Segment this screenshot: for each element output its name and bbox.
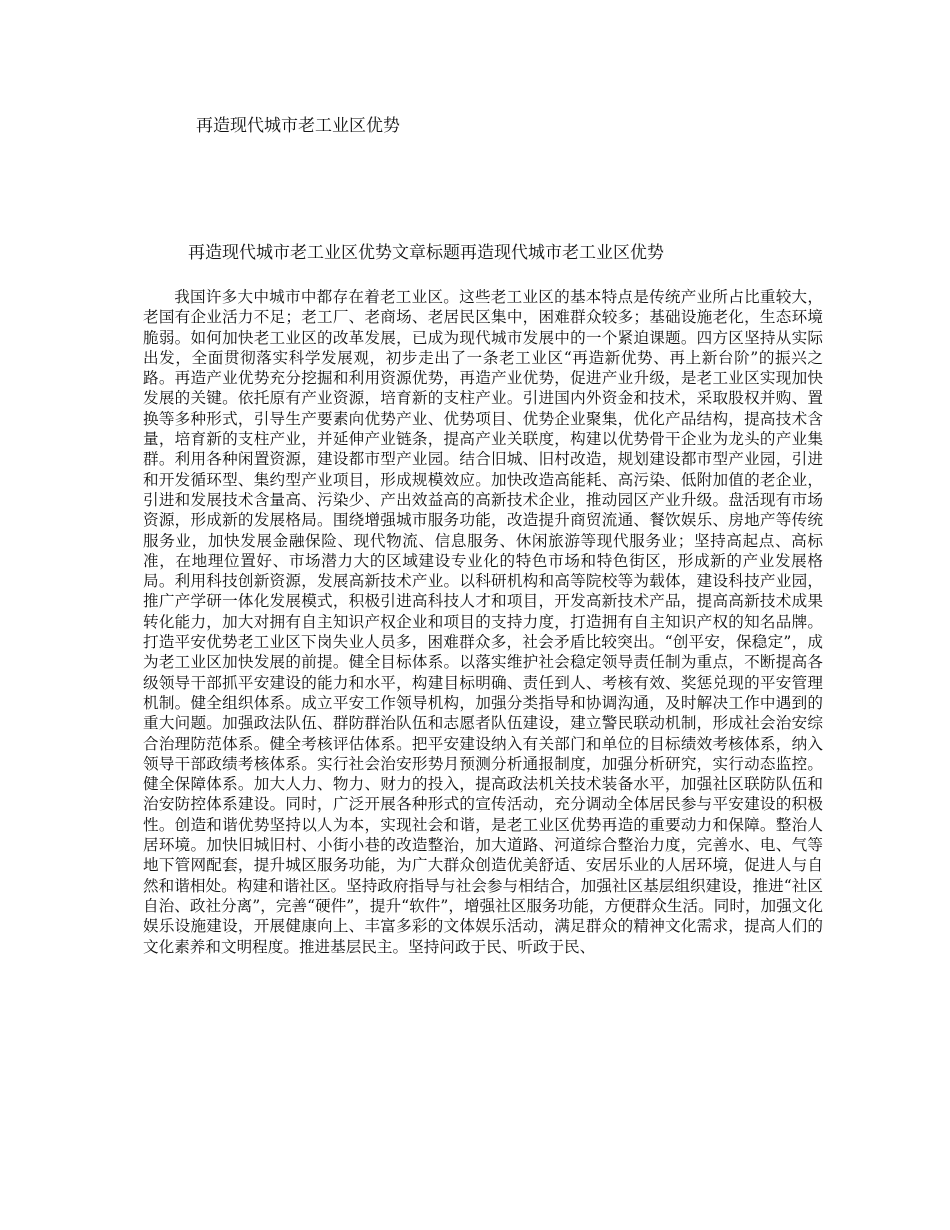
- article-title: 再造现代城市老工业区优势文章标题再造现代城市老工业区优势: [188, 243, 664, 263]
- body-paragraph: 我国许多大中城市中都存在着老工业区。这些老工业区的基本特点是传统产业所占比重较大，老国有企业活力不足；老工厂、老商场、老居民区集中，困难群众较多；基础设施老化，生态环境脆弱。如何加快老工业区的改革发展，已成为现代城市发展中的一个紧迫课题。四方区坚持从实际出发，全面贯彻落实科学发展观，初步走出了一条老工业区“再造新优势、再上新台阶”的振兴之路。再造产业优势充分挖掘和利用资源优势，再造产业优势，促进产业升级，是老工业区实现加快发展的关键。依托原有产业资源，培育新的支柱产业。引进国内外资金和技术，采取股权并购、置换等多种形式，引导生产要素向优势产业、优势项目、优势企业聚集，优化产品结构，提高技术含量，培育新的支柱产业，并延伸产业链条，提高产业关联度，构建以优势骨干企业为龙头的产业集群。利用各种闲置资源，建设都市型产业园。结合旧城、旧村改造，规划建设都市型产业园，引进和开发循环型、集约型产业项目，形成规模效应。加快改造高能耗、高污染、低附加值的老企业，引进和发展技术含量高、污染少、产出效益高的高新技术企业，推动园区产业升级。盘活现有市场资源，形成新的发展格局。围绕增强城市服务功能，改造提升商贸流通、餐饮娱乐、房地产等传统服务业，加快发展金融保险、现代物流、信息服务、休闲旅游等现代服务业；坚持高起点、高标准，在地理位置好、市场潜力大的区域建设专业化的特色市场和特色街区，形成新的产业发展格局。利用科技创新资源，发展高新技术产业。以科研机构和高等院校等为载体，建设科技产业园，推广产学研一体化发展模式，积极引进高科技人才和项目，开发高新技术产品，提高高新技术成果转化能力，加大对拥有自主知识产权企业和项目的支持力度，打造拥有自主知识产权的知名品牌。打造平安优势老工业区下岗失业人员多，困难群众多，社会矛盾比较突出。“创平安，保稳定”，成为老工业区加快发展的前提。健全目标体系。以落实维护社会稳定领导责任制为重点，不断提高各级领导干部抓平安建设的能力和水平，构建目标明确、责任到人、考核有效、奖惩兑现的平安管理机制。健全组织体系。成立平安工作领导机构，加强分类指导和协调沟通，及时解决工作中遇到的重大问题。加强政法队伍、群防群治队伍和志愿者队伍建设，建立警民联动机制，形成社会治安综合治理防范体系。健全考核评估体系。把平安建设纳入有关部门和单位的目标绩效考核体系，纳入领导干部政绩考核体系。实行社会治安形势月预测分析通报制度，加强分析研究，实行动态监控。健全保障体系。加大人力、物力、财力的投入，提高政法机关技术装备水平，加强社区联防队伍和治安防控体系建设。同时，广泛开展各种形式的宣传活动，充分调动全体居民参与平安建设的积极性。创造和谐优势坚持以人为本，实现社会和谐，是老工业区优势再造的重要动力和保障。整治人居环境。加快旧城旧村、小街小巷的改造整治，加大道路、河道综合整治力度，完善水、电、气等地下管网配套，提升城区服务功能，为广大群众创造优美舒适、安居乐业的人居环境，促进人与自然和谐相处。构建和谐社区。坚持政府指导与社会参与相结合，加强社区基层组织建设，推进“社区自治、政社分离”，完善“硬件”，提升“软件”，增强社区服务功能，方便群众生活。同时，加强文化娱乐设施建设，开展健康向上、丰富多彩的文体娱乐活动，满足群众的精神文化需求，提高人们的文化素养和文明程度。推进基层民主。坚持问政于民、听政于民、: [143, 288, 823, 956]
- header-title: 再造现代城市老工业区优势: [196, 116, 400, 136]
